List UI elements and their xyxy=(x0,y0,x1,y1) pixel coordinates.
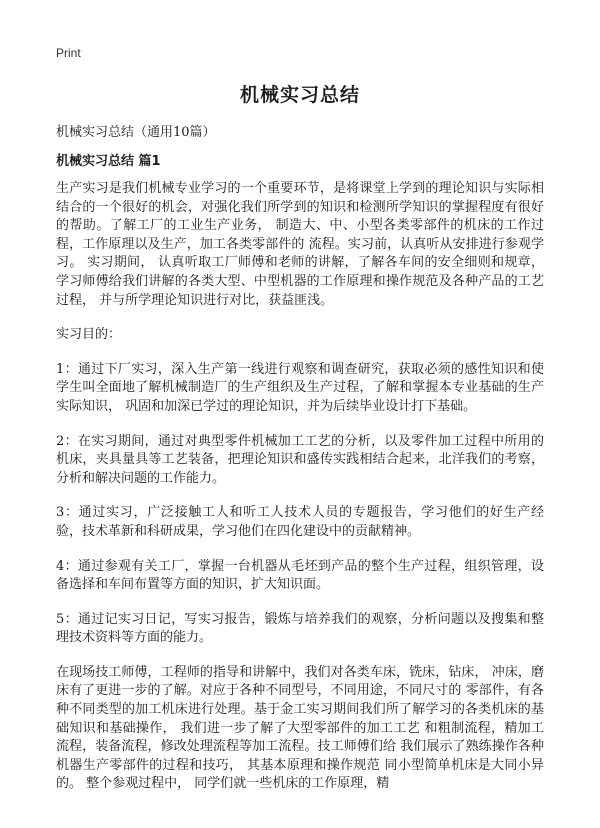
document-body xyxy=(56,180,544,810)
field-observation-paragraph: 在现场技工师傅，工程师的指导和讲解中，我们对各类车床，铣床，钻床， 冲床，磨床有了更进一步的了解。对应于各种不同型号，不同用途，不同尺寸的 零部件，有各种不同类型的加工机床进行处理。基于金工实习期间我们所了解学习的各类机床的基础知识和基础操作， 我们进一步了解了大型零部件的加工工艺 和粗制流程，精加工流程，装备流程，修改处理流程等加工流程。技工师傅们给 我们展示了熟练操作各种机器生产零部件的过程和技巧， 其基本原理和操作规范 同小型简单机床是大同小异的。 整个参观过程中， 同学们就一些机床的工作原理，精 xyxy=(56,664,544,792)
print-link[interactable]: Print xyxy=(56,46,81,60)
section-heading: 机械实习总结 篇1 xyxy=(56,154,161,169)
document-title: 机械实习总结 xyxy=(239,84,360,106)
intro-paragraph: 生产实习是我们机械专业学习的一个重要环节，是将课堂上学到的理论知识与实际相结合的一个很好的机会，对强化我们所学到的知识和检测所学知识的掌握程度有很好的帮助。了解工厂的工业生产业务， 制造大、中、小型各类零部件的机床的工作过程，工作原理以及生产，加工各类零部件的 流程。实习前，认真听从安排进行参观学习。 实习期间， 认真听取工厂师傅和老师的讲解，了解各车间的安全细则和规章，学习师傅给我们讲解的各类大型、中型机器的工作原理和操作规范及各种产品的工艺过程， 并与所学理论知识进行对比，获益匪浅。 xyxy=(56,181,544,308)
purpose-item-2: 2：在实习期间，通过对典型零件机械加工工艺的分析，以及零件加工过程中所用的机床，夹具量具等工艺装备，把理论知识和盛传实践相结合起来，北洋我们的考察，分析和解决问题的工作能力。 xyxy=(56,433,544,486)
purpose-item-5: 5：通过记实习日记，写实习报告，锻炼与培养我们的观察，分析问题以及搜集和整理技术资料等方面的能力。 xyxy=(56,611,544,646)
purpose-item-1: 1：通过下厂实习，深入生产第一线进行观察和调查研究，获取必须的感性知识和使学生叫全面地了解机械制造厂的生产组织及生产过程，了解和掌握本专业基础的生产实际知识， 巩固和加深已学过的理论知识，并为后续毕业设计打下基础。 xyxy=(56,361,544,414)
document-subtitle: 机械实习总结（通用10篇） xyxy=(56,125,216,140)
purpose-item-3: 3：通过实习，广泛接触工人和听工人技术人员的专题报告，学习他们的好生产经验，技术革新和科研成果，学习他们在四化建设中的贡献精神。 xyxy=(56,505,544,539)
purpose-heading: 实习目的： xyxy=(56,327,122,343)
purpose-item-4: 4：通过参观有关工厂，掌握一台机器从毛坯到产品的整个生产过程，组织管理，设备选择和车间布置等方面的知识，扩大知识面。 xyxy=(56,558,544,593)
